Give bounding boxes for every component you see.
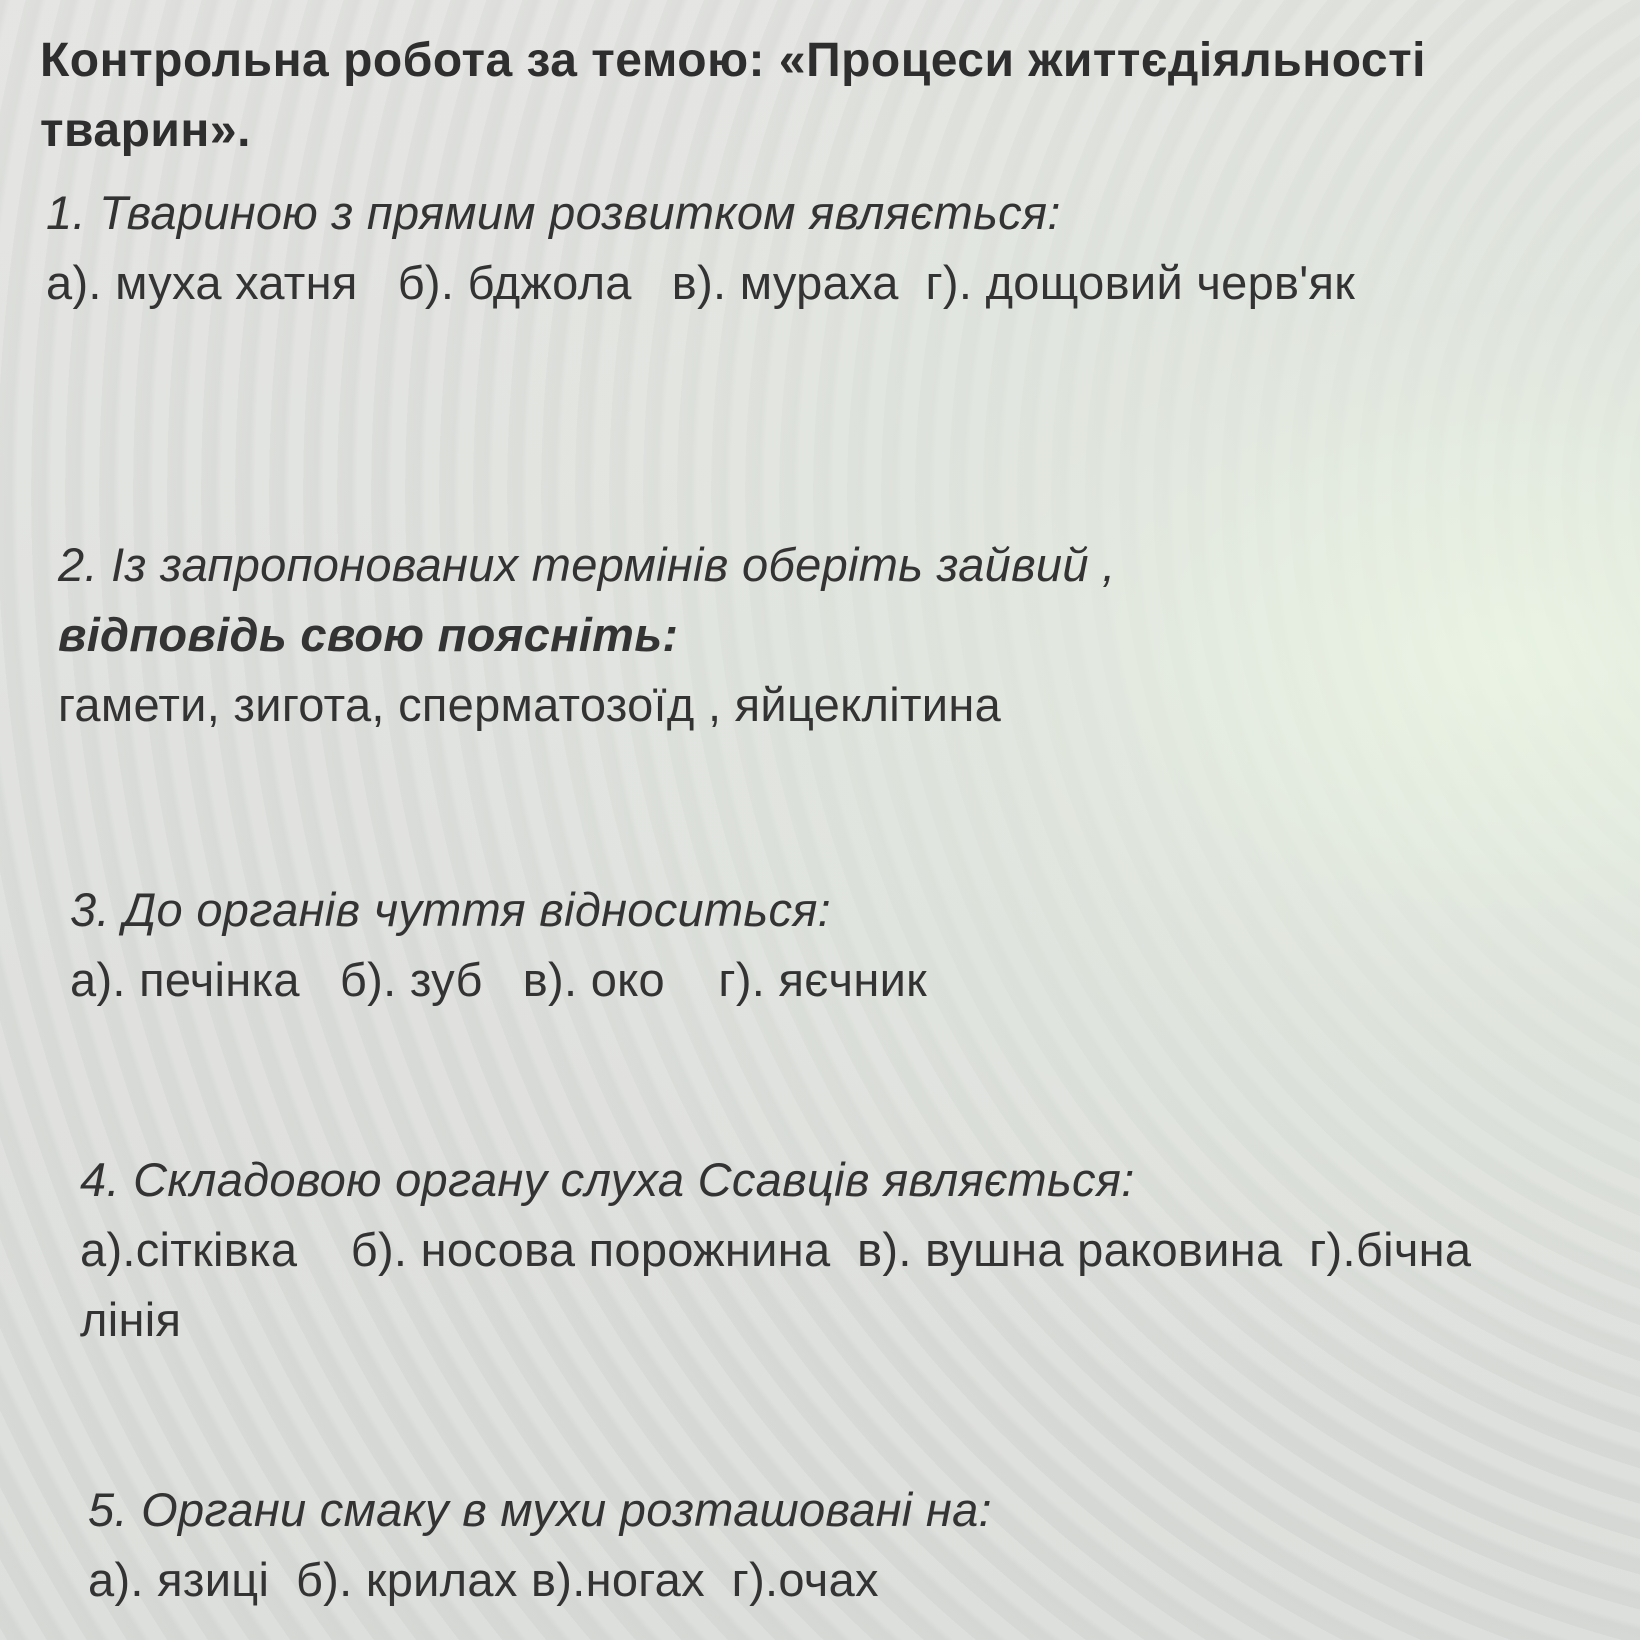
question-4 — [80, 1145, 1500, 1355]
question-2 — [58, 530, 1458, 740]
question-1-options: а). муха хатня б). бджола в). мураха г). дощовий черв'як — [46, 256, 1356, 309]
question-5-options: а). язиці б). крилах в).ногах г).очах — [88, 1553, 879, 1606]
question-1-prompt: 1. Твариною з прямим розвитком являється: — [46, 186, 1061, 239]
question-5-prompt: 5. Органи смаку в мухи розташовані на: — [88, 1483, 992, 1536]
question-3-prompt: 3. До органів чуття відноситься: — [70, 883, 832, 936]
question-4-options: а).сітківка б). носова порожнина в). вушна раковина г).бічна лінія — [80, 1223, 1485, 1346]
question-2-terms: гамети, зигота, сперматозоїд , яйцеклітина — [58, 678, 1002, 731]
question-2-instruction: відповідь свою поясніть: — [58, 608, 679, 661]
question-1 — [46, 178, 1496, 318]
question-4-prompt: 4. Складовою органу слуха Ссавців являється: — [80, 1153, 1135, 1206]
question-2-prompt: 2. Із запропонованих термінів оберіть зайвий , — [58, 538, 1116, 591]
question-5 — [88, 1475, 1488, 1615]
question-3-options: а). печінка б). зуб в). око г). яєчник — [70, 953, 927, 1006]
page-title: Контрольна робота за темою: «Процеси життєдіяльності тварин». — [40, 34, 1426, 157]
question-3 — [70, 875, 1470, 1015]
